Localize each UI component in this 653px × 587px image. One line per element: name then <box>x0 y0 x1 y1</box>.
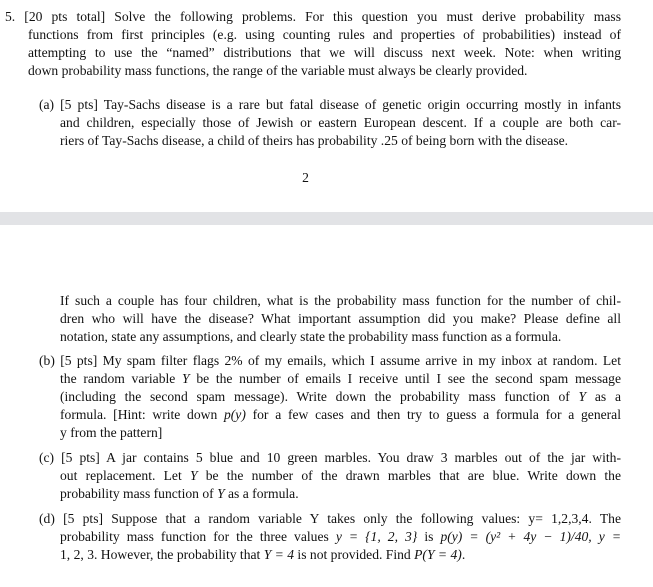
part-d-line-3-text-2: is not provided. Find <box>294 547 415 562</box>
part-c-line-3 <box>60 485 621 503</box>
part-c-variable-y: Y <box>189 468 198 483</box>
problem-header-line-1: 5. [20 pts total] Solve the following problems. For this question you must derive probability mass <box>5 9 621 24</box>
part-c-line-1: (c) [5 pts] A jar contains 5 blue and 10 green marbles. You draw 3 marbles out of the jar with- <box>39 450 621 465</box>
part-b-line-3 <box>60 388 621 406</box>
part-d-event-y-equals-4: Y = 4 <box>263 547 295 562</box>
part-b-variable-y-2: Y <box>578 389 587 404</box>
part-c-line-3-text-2: as a formula. <box>224 486 299 501</box>
page-separator <box>0 212 653 225</box>
problem-header-line-2: functions from first principles (e.g. using counting rules and properties of probabilities) instead of <box>28 27 621 42</box>
problem-header-line-3: attempting to use the “named” distributions that we will discuss next week. Note: when writing <box>28 45 621 60</box>
page-3-top-section <box>0 225 653 587</box>
part-a-line-1: (a) [5 pts] Tay-Sachs disease is a rare but fatal disease of genetic origin occurring mostly in infants <box>39 97 621 112</box>
part-b-variable-y: Y <box>182 371 190 386</box>
part-b-line-4-text-1: formula. [Hint: write down <box>60 407 224 422</box>
part-b-line-5: y from the pattern] <box>60 425 163 440</box>
page-2-bottom-section <box>0 0 653 212</box>
part-b-line-2-text-2: be the number of emails I receive until I see the second spam message <box>189 371 621 386</box>
part-d-target-probability: P(Y = 4) <box>414 547 462 562</box>
part-c-line-3-text-1: probability mass function of <box>60 486 218 501</box>
part-b-line-3-text-2: as a <box>586 389 622 404</box>
part-d-line-3 <box>60 546 621 564</box>
part-b-line-3-text-1: (including the second spam message). Write down the probability mass function of <box>60 389 579 404</box>
part-b-line-1: (b) [5 pts] My spam filter flags 2% of my emails, which I assume arrive in my inbox at random. Let <box>39 353 621 368</box>
page-number: 2 <box>302 170 309 185</box>
part-c-variable-y-2: Y <box>217 486 225 501</box>
part-d-pmf-formula: p(y) = (y² + 4y − 1)/40, y = <box>440 529 621 544</box>
part-d-line-2-text-1: probability mass function for the three values <box>60 529 336 544</box>
problem-header-line-4: down probability mass functions, the range of the variable must always be clearly provided. <box>28 63 528 78</box>
part-a-continued-line-1: If such a couple has four children, what is the probability mass function for the number of chil- <box>60 293 621 308</box>
part-d-line-1: (d) [5 pts] Suppose that a random variable Y takes only the following values: y= 1,2,3,4. The <box>39 511 621 526</box>
part-a-line-3: riers of Tay-Sachs disease, a child of theirs has probability .25 of being born with the disease. <box>60 133 569 148</box>
part-b-line-2 <box>60 370 621 388</box>
part-b-line-2-text-1: the random variable <box>60 371 183 386</box>
part-d-line-2 <box>60 528 621 546</box>
part-c-line-2-text-2: be the number of the drawn marbles that are blue. Write down the <box>197 468 621 483</box>
part-d-line-2-text-2: is <box>417 529 441 544</box>
part-b-line-4-text-2: for a few cases and then try to guess a formula for a general <box>245 407 621 422</box>
part-b-pmf-expression: p(y) <box>223 407 246 422</box>
part-c-line-2-text-1: out replacement. Let <box>60 468 190 483</box>
part-d-line-3-text-1: 1, 2, 3. However, the probability that <box>60 547 264 562</box>
part-b-line-4 <box>60 406 621 424</box>
part-d-value-set: y = {1, 2, 3} <box>335 529 418 544</box>
part-a-continued-line-2: dren who will have the disease? What important assumption did you make? Please define all <box>60 311 621 326</box>
part-c-line-2 <box>60 467 621 485</box>
part-a-line-2: and children, especially those of Jewish or eastern European descent. If a couple are both car- <box>60 115 621 130</box>
part-d-line-3-text-3: . <box>461 547 466 562</box>
part-a-continued-line-3: notation, state any assumptions, and clearly state the probability mass function as a formula. <box>60 329 562 344</box>
